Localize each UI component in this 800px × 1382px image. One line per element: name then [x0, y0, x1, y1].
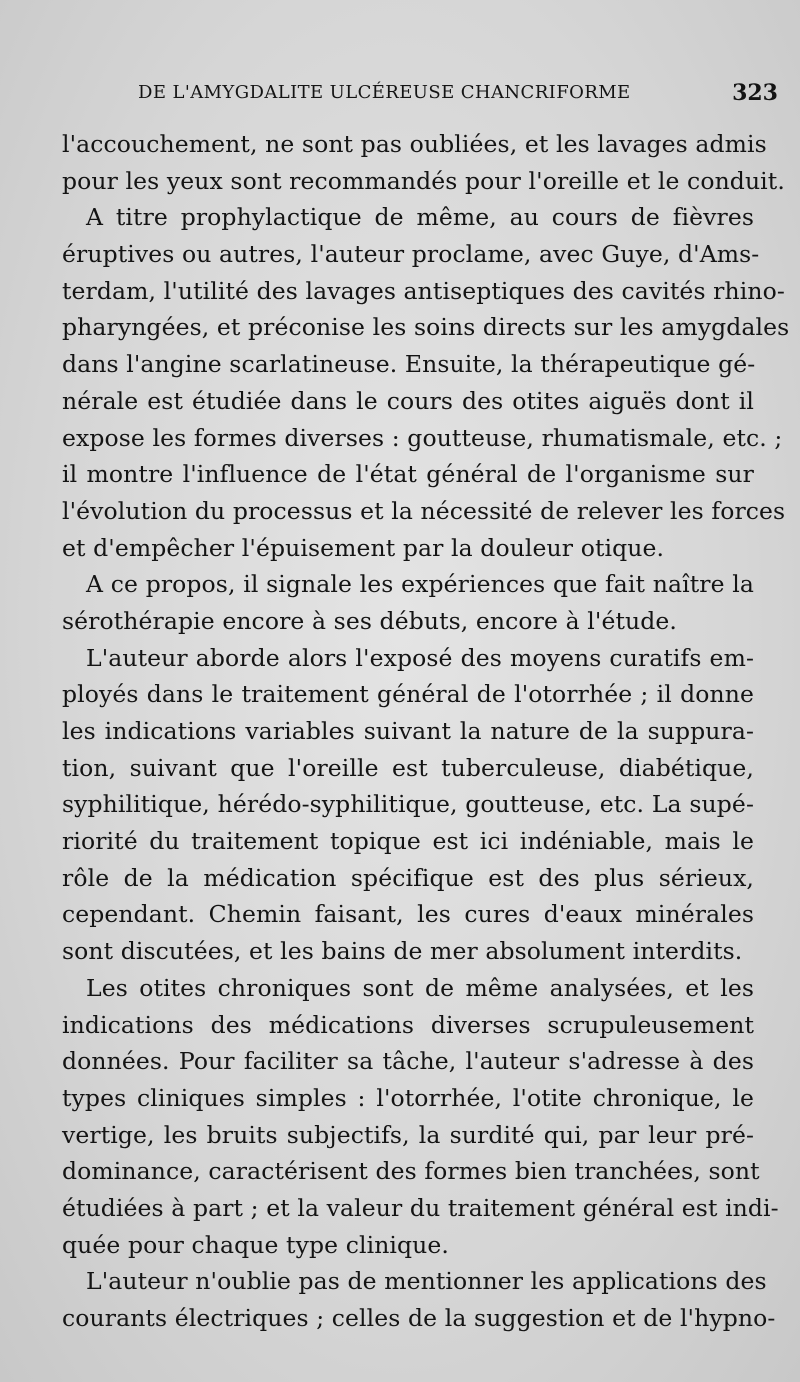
text-line: ployés dans le traitement général de l'otorrhée ; il donne: [62, 680, 754, 709]
text-line: quée pour chaque type clinique.: [62, 1230, 449, 1259]
text-line: tion, suivant que l'oreille est tuberculeuse, diabétique,: [62, 753, 754, 782]
text-line: pour les yeux sont recommandés pour l'oreille et le conduit.: [62, 166, 785, 195]
text-line: syphilitique, hérédo-syphilitique, goutteuse, etc. La supé-: [62, 790, 754, 819]
text-line: éruptives ou autres, l'auteur proclame, avec Guye, d'Ams-: [62, 240, 760, 269]
text-line: pharyngées, et préconise les soins directs sur les amygdales: [62, 313, 790, 342]
text-line: nérale est étudiée dans le cours des otites aiguës dont il: [62, 386, 754, 415]
text-line: et d'empêcher l'épuisement par la douleur otique.: [62, 533, 665, 562]
text-line: terdam, l'utilité des lavages antiseptiques des cavités rhino-: [62, 276, 785, 305]
text-line: l'accouchement, ne sont pas oubliées, et les lavages admis: [62, 130, 767, 158]
text-line: dominance, caractérisent des formes bien tranchées, sont: [62, 1157, 760, 1186]
text-line: A titre prophylactique de même, au cours de fièvres: [86, 203, 754, 232]
text-line: courants électriques ; celles de la suggestion et de l'hypno-: [62, 1304, 776, 1332]
page-number: 323: [732, 80, 778, 106]
text-line: A ce propos, il signale les expériences que fait naître la: [86, 570, 754, 599]
text-line: dans l'angine scarlatineuse. Ensuite, la thérapeutique gé-: [62, 350, 756, 379]
text-line: cependant. Chemin faisant, les cures d'eaux minérales: [62, 900, 754, 929]
text-line: L'auteur n'oublie pas de mentionner les applications des: [86, 1267, 767, 1296]
text-line: L'auteur aborde alors l'exposé des moyens curatifs em-: [86, 643, 754, 672]
page-header: [120, 80, 778, 110]
text-line: l'évolution du processus et la nécessité de relever les forces: [62, 496, 786, 525]
text-line: vertige, les bruits subjectifs, la surdité qui, par leur pré-: [62, 1120, 754, 1149]
text-line: il montre l'influence de l'état général de l'organisme sur: [62, 460, 754, 489]
text-line: données. Pour faciliter sa tâche, l'auteur s'adresse à des: [62, 1047, 754, 1076]
text-line: sont discutées, et les bains de mer absolument interdits.: [62, 937, 743, 966]
text-line: étudiées à part ; et la valeur du traitement général est indi-: [62, 1193, 779, 1222]
text-line: sérothérapie encore à ses débuts, encore à l'étude.: [62, 606, 677, 635]
running-title: DE L'AMYGDALITE ULCÉREUSE CHANCRIFORME: [138, 82, 631, 103]
text-line: riorité du traitement topique est ici indéniable, mais le: [62, 827, 754, 856]
text-line: Les otites chroniques sont de même analysées, et les: [86, 973, 754, 1002]
text-line: types cliniques simples : l'otorrhée, l'otite chronique, le: [62, 1083, 754, 1112]
body-text: [62, 126, 790, 1337]
text-line: rôle de la médication spécifique est des plus sérieux,: [62, 863, 754, 892]
text-line: les indications variables suivant la nature de la suppura-: [62, 717, 754, 745]
text-line: expose les formes diverses : goutteuse, rhumatismale, etc. ;: [62, 423, 783, 452]
text-line: indications des médications diverses scrupuleusement: [62, 1010, 754, 1039]
